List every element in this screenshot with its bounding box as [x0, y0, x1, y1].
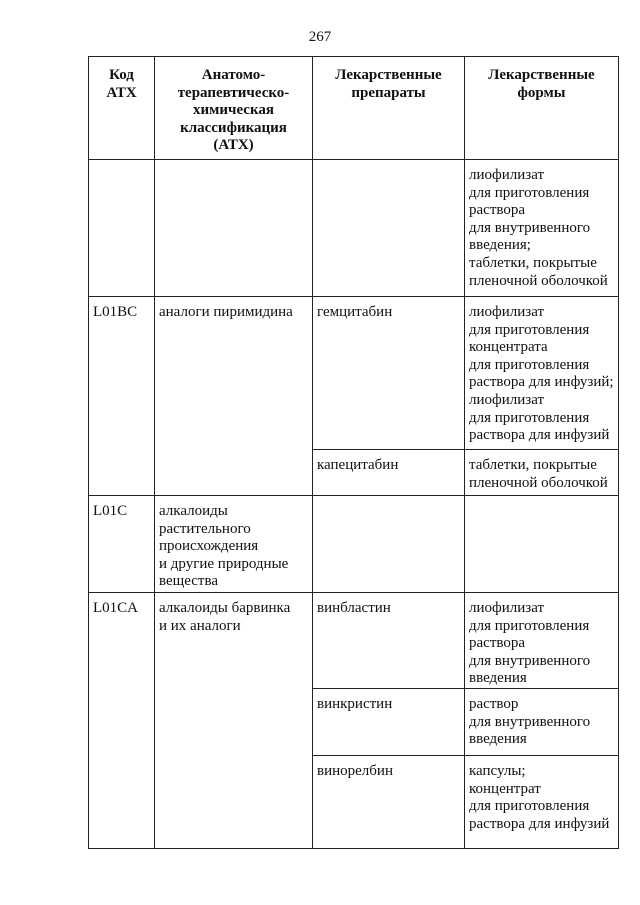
forms-text: раствор для внутривенного введения	[469, 696, 591, 748]
atx-drug-table	[88, 56, 619, 849]
header-code-label: Код АТХ	[106, 67, 137, 101]
drug-text: винорелбин	[317, 763, 393, 779]
cell-classification	[155, 496, 313, 593]
cell-forms	[465, 689, 619, 756]
header-code	[89, 57, 155, 160]
cell-drug	[313, 756, 465, 849]
table-row	[89, 160, 619, 297]
table-row	[89, 297, 619, 450]
table-header-row	[89, 57, 619, 160]
forms-text: таблетки, покрытые пленочной оболочкой	[469, 457, 608, 491]
classification-text: алкалоиды растительного происхождения и другие природные вещества	[159, 503, 289, 590]
code-text: L01C	[93, 503, 128, 519]
drug-text: винкристин	[317, 696, 393, 712]
cell-classification	[155, 297, 313, 496]
header-classification	[155, 57, 313, 160]
cell-forms	[465, 297, 619, 450]
forms-text: лиофилизат для приготовления концентрата для приготовления раствора для инфузий; лиофилизат для приготовления раствора для инфузий	[469, 304, 614, 444]
code-text: L01BC	[93, 304, 138, 320]
classification-text: аналоги пиримидина	[159, 304, 293, 320]
cell-classification	[155, 160, 313, 297]
cell-drug	[313, 297, 465, 450]
header-drugs-label: Лекарственные препараты	[335, 67, 442, 101]
cell-code	[89, 297, 155, 496]
forms-text: лиофилизат для приготовления раствора для внутривенного введения; таблетки, покрытые пленочной оболочкой	[469, 167, 608, 289]
cell-drug	[313, 496, 465, 593]
drug-text: капецитабин	[317, 457, 399, 473]
cell-drug	[313, 689, 465, 756]
cell-forms	[465, 450, 619, 496]
cell-forms	[465, 496, 619, 593]
table-row	[89, 496, 619, 593]
drug-text: винбластин	[317, 600, 391, 616]
cell-code	[89, 496, 155, 593]
cell-code	[89, 160, 155, 297]
drug-text: гемцитабин	[317, 304, 393, 320]
cell-code	[89, 593, 155, 849]
header-forms-label: Лекарственные формы	[488, 67, 595, 101]
header-drugs	[313, 57, 465, 160]
header-classification-label: Анатомо- терапевтическо- химическая классификация (АТХ)	[177, 67, 290, 154]
cell-drug	[313, 160, 465, 297]
cell-forms	[465, 593, 619, 689]
forms-text: лиофилизат для приготовления раствора для внутривенного введения	[469, 600, 591, 687]
cell-forms	[465, 160, 619, 297]
cell-classification	[155, 593, 313, 849]
page-number: 267	[308, 29, 332, 45]
code-text: L01CA	[93, 600, 138, 616]
cell-drug	[313, 593, 465, 689]
cell-forms	[465, 756, 619, 849]
header-forms	[465, 57, 619, 160]
classification-text: алкалоиды барвинка и их аналоги	[159, 600, 291, 634]
table-row	[89, 593, 619, 689]
cell-drug	[313, 450, 465, 496]
forms-text: капсулы; концентрат для приготовления раствора для инфузий	[469, 763, 610, 832]
